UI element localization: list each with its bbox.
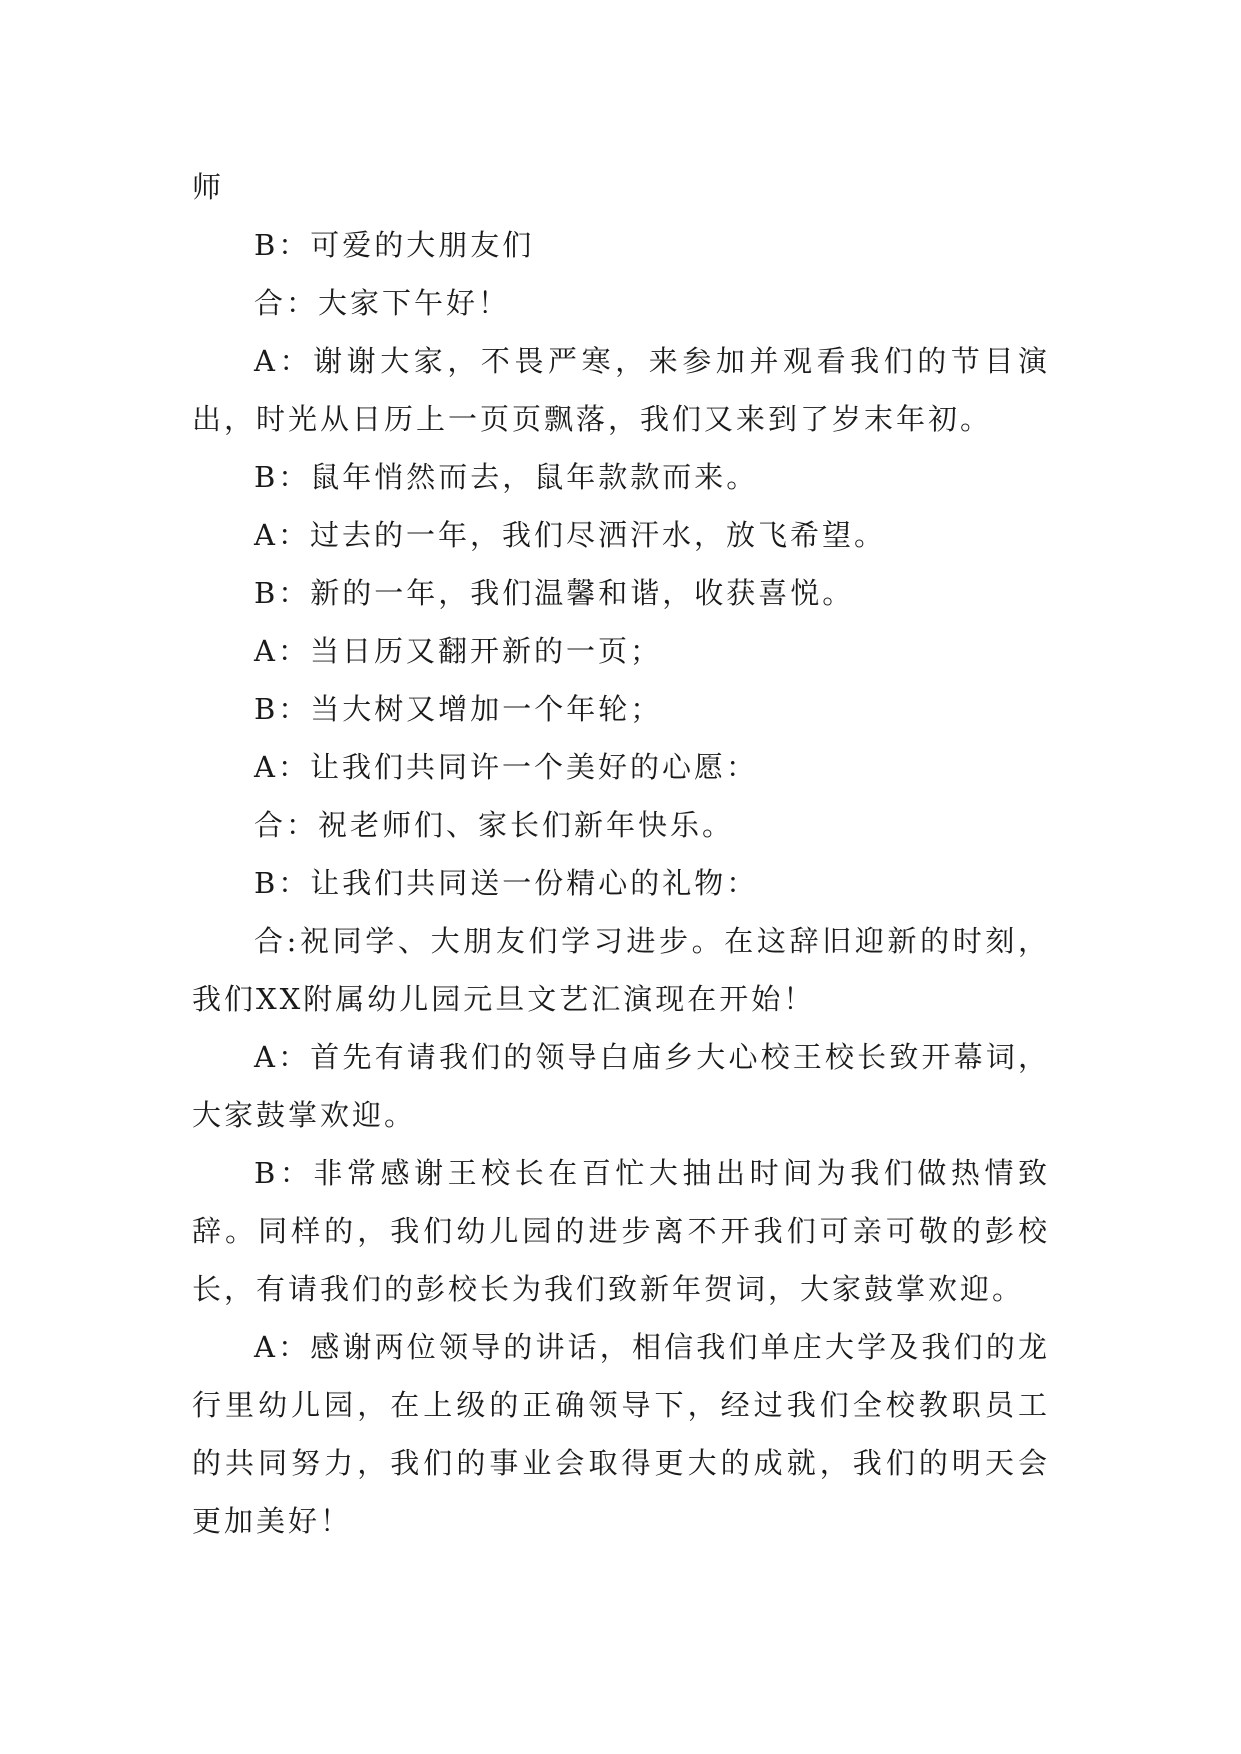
paragraph: B：鼠年悄然而去，鼠年款款而来。 [254, 460, 759, 494]
paragraph: A：让我们共同许一个美好的心愿： [254, 750, 758, 784]
paragraph: B：新的一年，我们温馨和谐，收获喜悦。 [254, 576, 855, 610]
paragraph: A：当日历又翻开新的一页； [254, 634, 662, 668]
paragraph: A：首先有请我们的领导白庙乡大心校王校长致开幕词，大家鼓掌欢迎。 [192, 1040, 1050, 1132]
paragraph: B：当大树又增加一个年轮； [254, 692, 663, 726]
document-body [192, 158, 1050, 1550]
paragraph: A：过去的一年，我们尽洒汗水，放飞希望。 [254, 518, 886, 552]
paragraph: A：感谢两位领导的讲话，相信我们单庄大学及我们的龙行里幼儿园，在上级的正确领导下，经过我们全校教职员工的共同努力，我们的事业会取得更大的成就，我们的明天会更加美好！ [192, 1330, 1050, 1538]
paragraph: B：可爱的大朋友们 [254, 228, 535, 262]
paragraph: 合：祝老师们、家长们新年快乐。 [254, 808, 735, 842]
paragraph: 合:祝同学、大朋友们学习进步。在这辞旧迎新的时刻，我们XX附属幼儿园元旦文艺汇演现在开始！ [192, 924, 1050, 1016]
paragraph: B：非常感谢王校长在百忙大抽出时间为我们做热情致辞。同样的，我们幼儿园的进步离不开我们可亲可敬的彭校长，有请我们的彭校长为我们致新年贺词，大家鼓掌欢迎。 [192, 1156, 1050, 1306]
paragraph: 合：大家下午好！ [254, 286, 511, 320]
paragraph-continuation: 师 [192, 170, 225, 204]
paragraph: A：谢谢大家，不畏严寒，来参加并观看我们的节目演出，时光从日历上一页页飘落，我们又来到了岁末年初。 [192, 344, 1050, 436]
paragraph: B：让我们共同送一份精心的礼物： [254, 866, 759, 900]
